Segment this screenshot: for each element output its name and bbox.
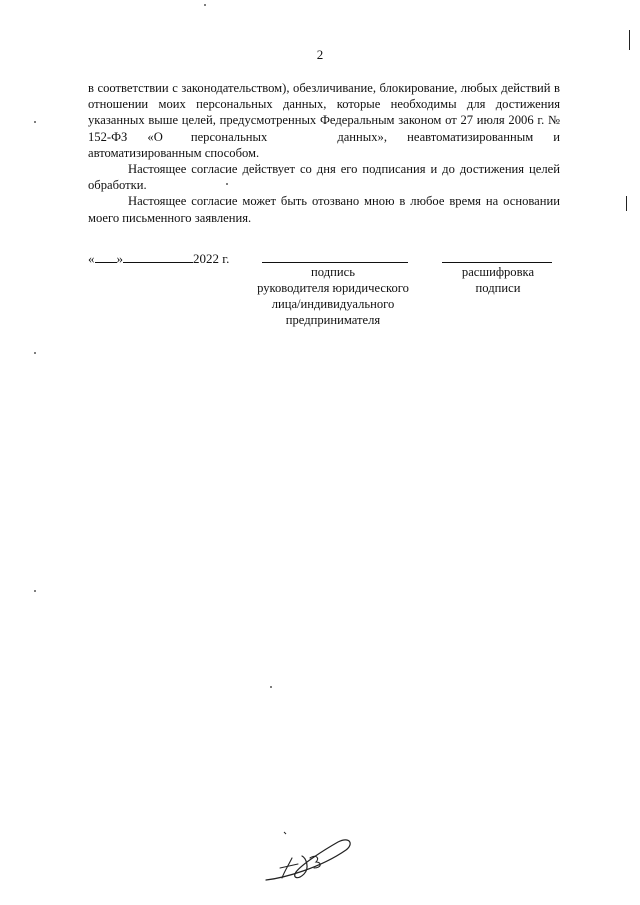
scan-speck [270,686,272,688]
date-open-quote: « [88,251,95,266]
date-year: 2022 г. [193,251,230,266]
scan-speck [34,121,36,123]
paragraph-processing [88,80,560,161]
day-blank [95,250,117,263]
text-line: в соответствии с законодательством), обезличивание, блокирование, любых [88,81,498,95]
text-line: данных», [337,129,387,144]
scan-speck [34,352,36,354]
decoding-line [442,262,552,263]
text-line: на основании моего письменного заявления. [88,194,560,225]
scan-margin-mark [626,196,627,211]
caption-line: подпись [311,265,355,279]
decoding-caption [440,264,556,296]
consent-text [88,80,560,226]
caption-line: лица/индивидуального [271,297,395,311]
text-line: Настоящее согласие действует со дня его подписания и до достижения [128,162,525,177]
month-blank [123,250,193,263]
signature-caption [240,264,426,328]
caption-line: руководителя юридического [257,281,409,295]
paragraph-validity [88,161,560,193]
page-number: 2 [316,47,324,62]
text-line: персональных [190,129,268,144]
date-close-quote: » [116,251,123,266]
scan-speck [226,183,228,185]
text-line: для достижения указанных выше целей, предусмотренных Федеральным [88,97,561,128]
text-line: действий в отношении моих персональных данных, которые необходимы [88,81,560,112]
text-line: законом от 27 июля 2006 г. № 152-ФЗ «О [88,113,560,144]
text-line: Настоящее согласие может быть отозвано мною в любое время [128,194,481,209]
caption-line: расшифровка [461,265,535,279]
text-line: целей обработки. [88,162,560,193]
scan-margin-mark [629,30,630,50]
scan-speck [204,4,206,6]
paragraph-revocation [88,193,560,225]
caption-line: предпринимателя [285,313,381,327]
signature-line [262,262,408,263]
text-line: неавтоматизированным и автоматизированным способом. [88,129,560,160]
scan-speck [34,590,36,592]
date-field [88,250,229,267]
handwritten-initials-signature [262,828,358,888]
caption-line: подписи [475,281,521,295]
